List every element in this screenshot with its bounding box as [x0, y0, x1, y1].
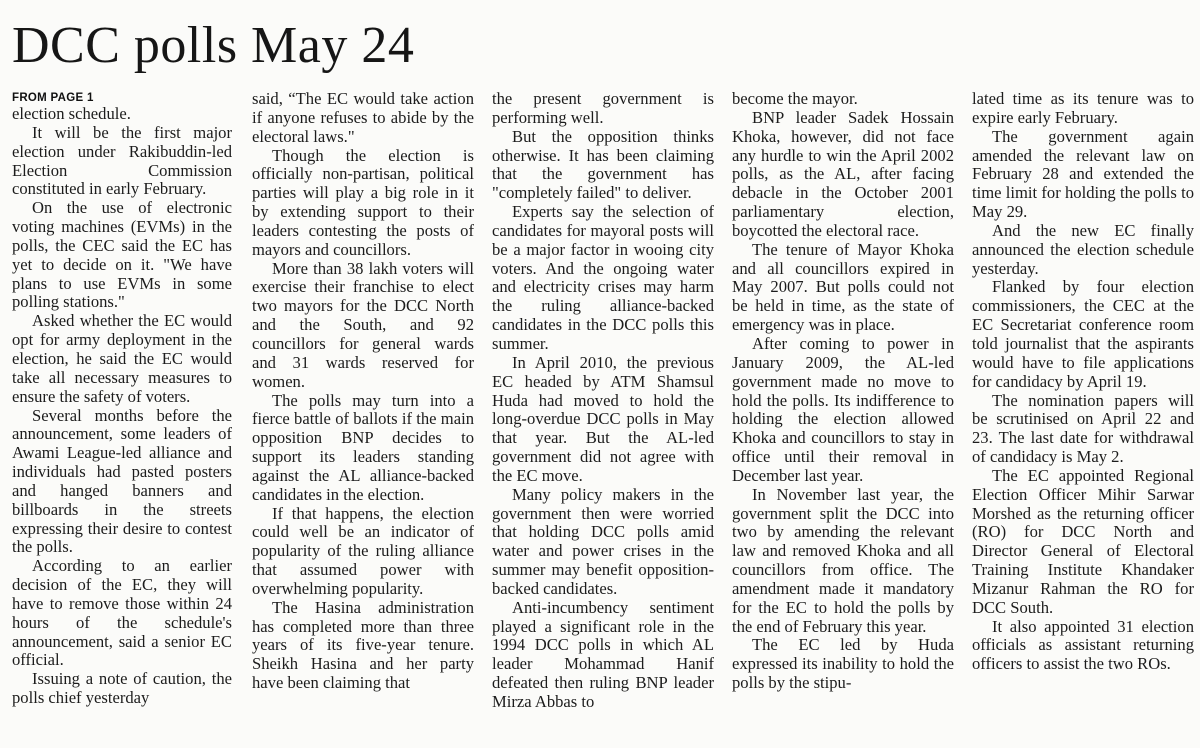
- paragraph: The EC appointed Regional Election Officer Mihir Sarwar Morshed as the returning officer (RO) for DCC North and Director General of Electoral Training Institute Khandaker Mizanur Rahman the RO for DCC South.: [972, 465, 1194, 617]
- paragraph: If that happens, the election could well be an indicator of popularity of the ruling alliance that assumed power with overwhelming popularity.: [252, 503, 474, 598]
- article-column-2: [252, 90, 474, 744]
- paragraph: It will be the first major election under Rakibuddin-led Election Commission constituted in early February.: [12, 122, 232, 199]
- paragraph: And the new EC finally announced the election schedule yesterday.: [972, 220, 1194, 278]
- paragraph: Issuing a note of caution, the polls chief yesterday: [12, 669, 232, 708]
- paragraph: BNP leader Sadek Hossain Khoka, however, did not face any hurdle to win the April 2002 polls, as the AL, after facing debacle in the October 2001 parliamentary election, boycotted the electoral race.: [732, 107, 954, 240]
- paragraph: Many policy makers in the government then were worried that holding DCC polls amid water and power crises in the summer may benefit opposition-backed candidates.: [492, 484, 714, 598]
- paragraph: It also appointed 31 election officials as assistant returning officers to assist the two ROs.: [972, 616, 1194, 674]
- paragraph: After coming to power in January 2009, the AL-led government made no move to hold the polls. Its indifference to holding the election allowed Khoka and councillors to stay in office until their removal in December last year.: [732, 333, 954, 485]
- paragraph: More than 38 lakh voters will exercise their franchise to elect two mayors for the DCC North and the South, and 92 councillors for general wards and 31 wards reserved for women.: [252, 258, 474, 391]
- paragraph: The tenure of Mayor Khoka and all councillors expired in May 2007. But polls could not be held in time, as the state of emergency was in place.: [732, 239, 954, 335]
- paragraph: In April 2010, the previous EC headed by ATM Shamsul Huda had moved to hold the long-overdue DCC polls in May that year. But the AL-led government did not agree with the EC move.: [492, 352, 714, 485]
- paragraph: Several months before the announcement, some leaders of Awami League-led alliance and individuals had pasted posters and hanged banners and billboards in the streets expressing their desire to contest the polls.: [12, 405, 232, 557]
- paragraph: The government again amended the relevant law on February 28 and extended the time limit for holding the polls to May 29.: [972, 126, 1194, 222]
- article-column-1: [12, 90, 232, 744]
- headline: DCC polls May 24: [12, 17, 415, 74]
- paragraph: said, “The EC would take action if anyone refuses to abide by the electoral laws.": [252, 90, 474, 146]
- continuation-kicker: FROM PAGE 1: [12, 92, 94, 104]
- paragraph: But the opposition thinks otherwise. It has been claiming that the government has "completely failed" to deliver.: [492, 126, 714, 203]
- paragraph: According to an earlier decision of the EC, they will have to remove those within 24 hours of the schedule's announcement, said a senior EC official.: [12, 556, 232, 670]
- paragraph: The EC led by Huda expressed its inability to hold the polls by the stipu-: [732, 635, 954, 693]
- article-body: [12, 90, 1194, 744]
- paragraph: lated time as its tenure was to expire early February.: [972, 90, 1194, 127]
- article-column-5: [972, 90, 1194, 744]
- paragraph: Asked whether the EC would opt for army deployment in the election, he said the EC would take all necessary measures to ensure the safety of voters.: [12, 311, 232, 406]
- paragraph: election schedule.: [12, 104, 131, 123]
- paragraph: In November last year, the government split the DCC into two by amending the relevant law and removed Khoka and all councillors from office. The amendment made it mandatory for the EC to hold the polls by the end of February this year.: [732, 484, 954, 636]
- paragraph: Though the election is officially non-partisan, political parties will play a big role in it by extending support to their leaders contesting the posts of mayors and councillors.: [252, 145, 474, 259]
- article-column-4: [732, 90, 954, 744]
- paragraph: The polls may turn into a fierce battle of ballots if the main opposition BNP decides to support its leaders standing against the AL alliance-backed candidates in the election.: [252, 390, 474, 504]
- article-column-3: [492, 90, 714, 744]
- paragraph: the present government is performing well.: [492, 90, 714, 127]
- paragraph: The Hasina administration has completed more than three years of its five-year tenure. Sheikh Hasina and her party have been claiming that: [252, 597, 474, 693]
- paragraph: The nomination papers will be scrutinised on April 22 and 23. The last date for withdrawal of candidacy is May 2.: [972, 390, 1194, 467]
- paragraph: Anti-incumbency sentiment played a significant role in the 1994 DCC polls in which AL leader Mohammad Hanif defeated then ruling BNP leader Mirza Abbas to: [492, 597, 714, 711]
- paragraph: Experts say the selection of candidates for mayoral posts will be a major factor in wooing city voters. And the ongoing water and electricity crises may harm the ruling alliance-backed candidates in the DCC polls this summer.: [492, 202, 714, 353]
- paragraph: Flanked by four election commissioners, the CEC at the EC Secretariat conference room told journalist that the aspirants would have to file applications for candidacy by April 19.: [972, 277, 1194, 391]
- paragraph: become the mayor.: [732, 90, 858, 108]
- paragraph: On the use of electronic voting machines (EVMs) in the polls, the CEC said the EC has yet to decide on it. "We have plans to use EVMs in some polling stations.": [12, 198, 232, 312]
